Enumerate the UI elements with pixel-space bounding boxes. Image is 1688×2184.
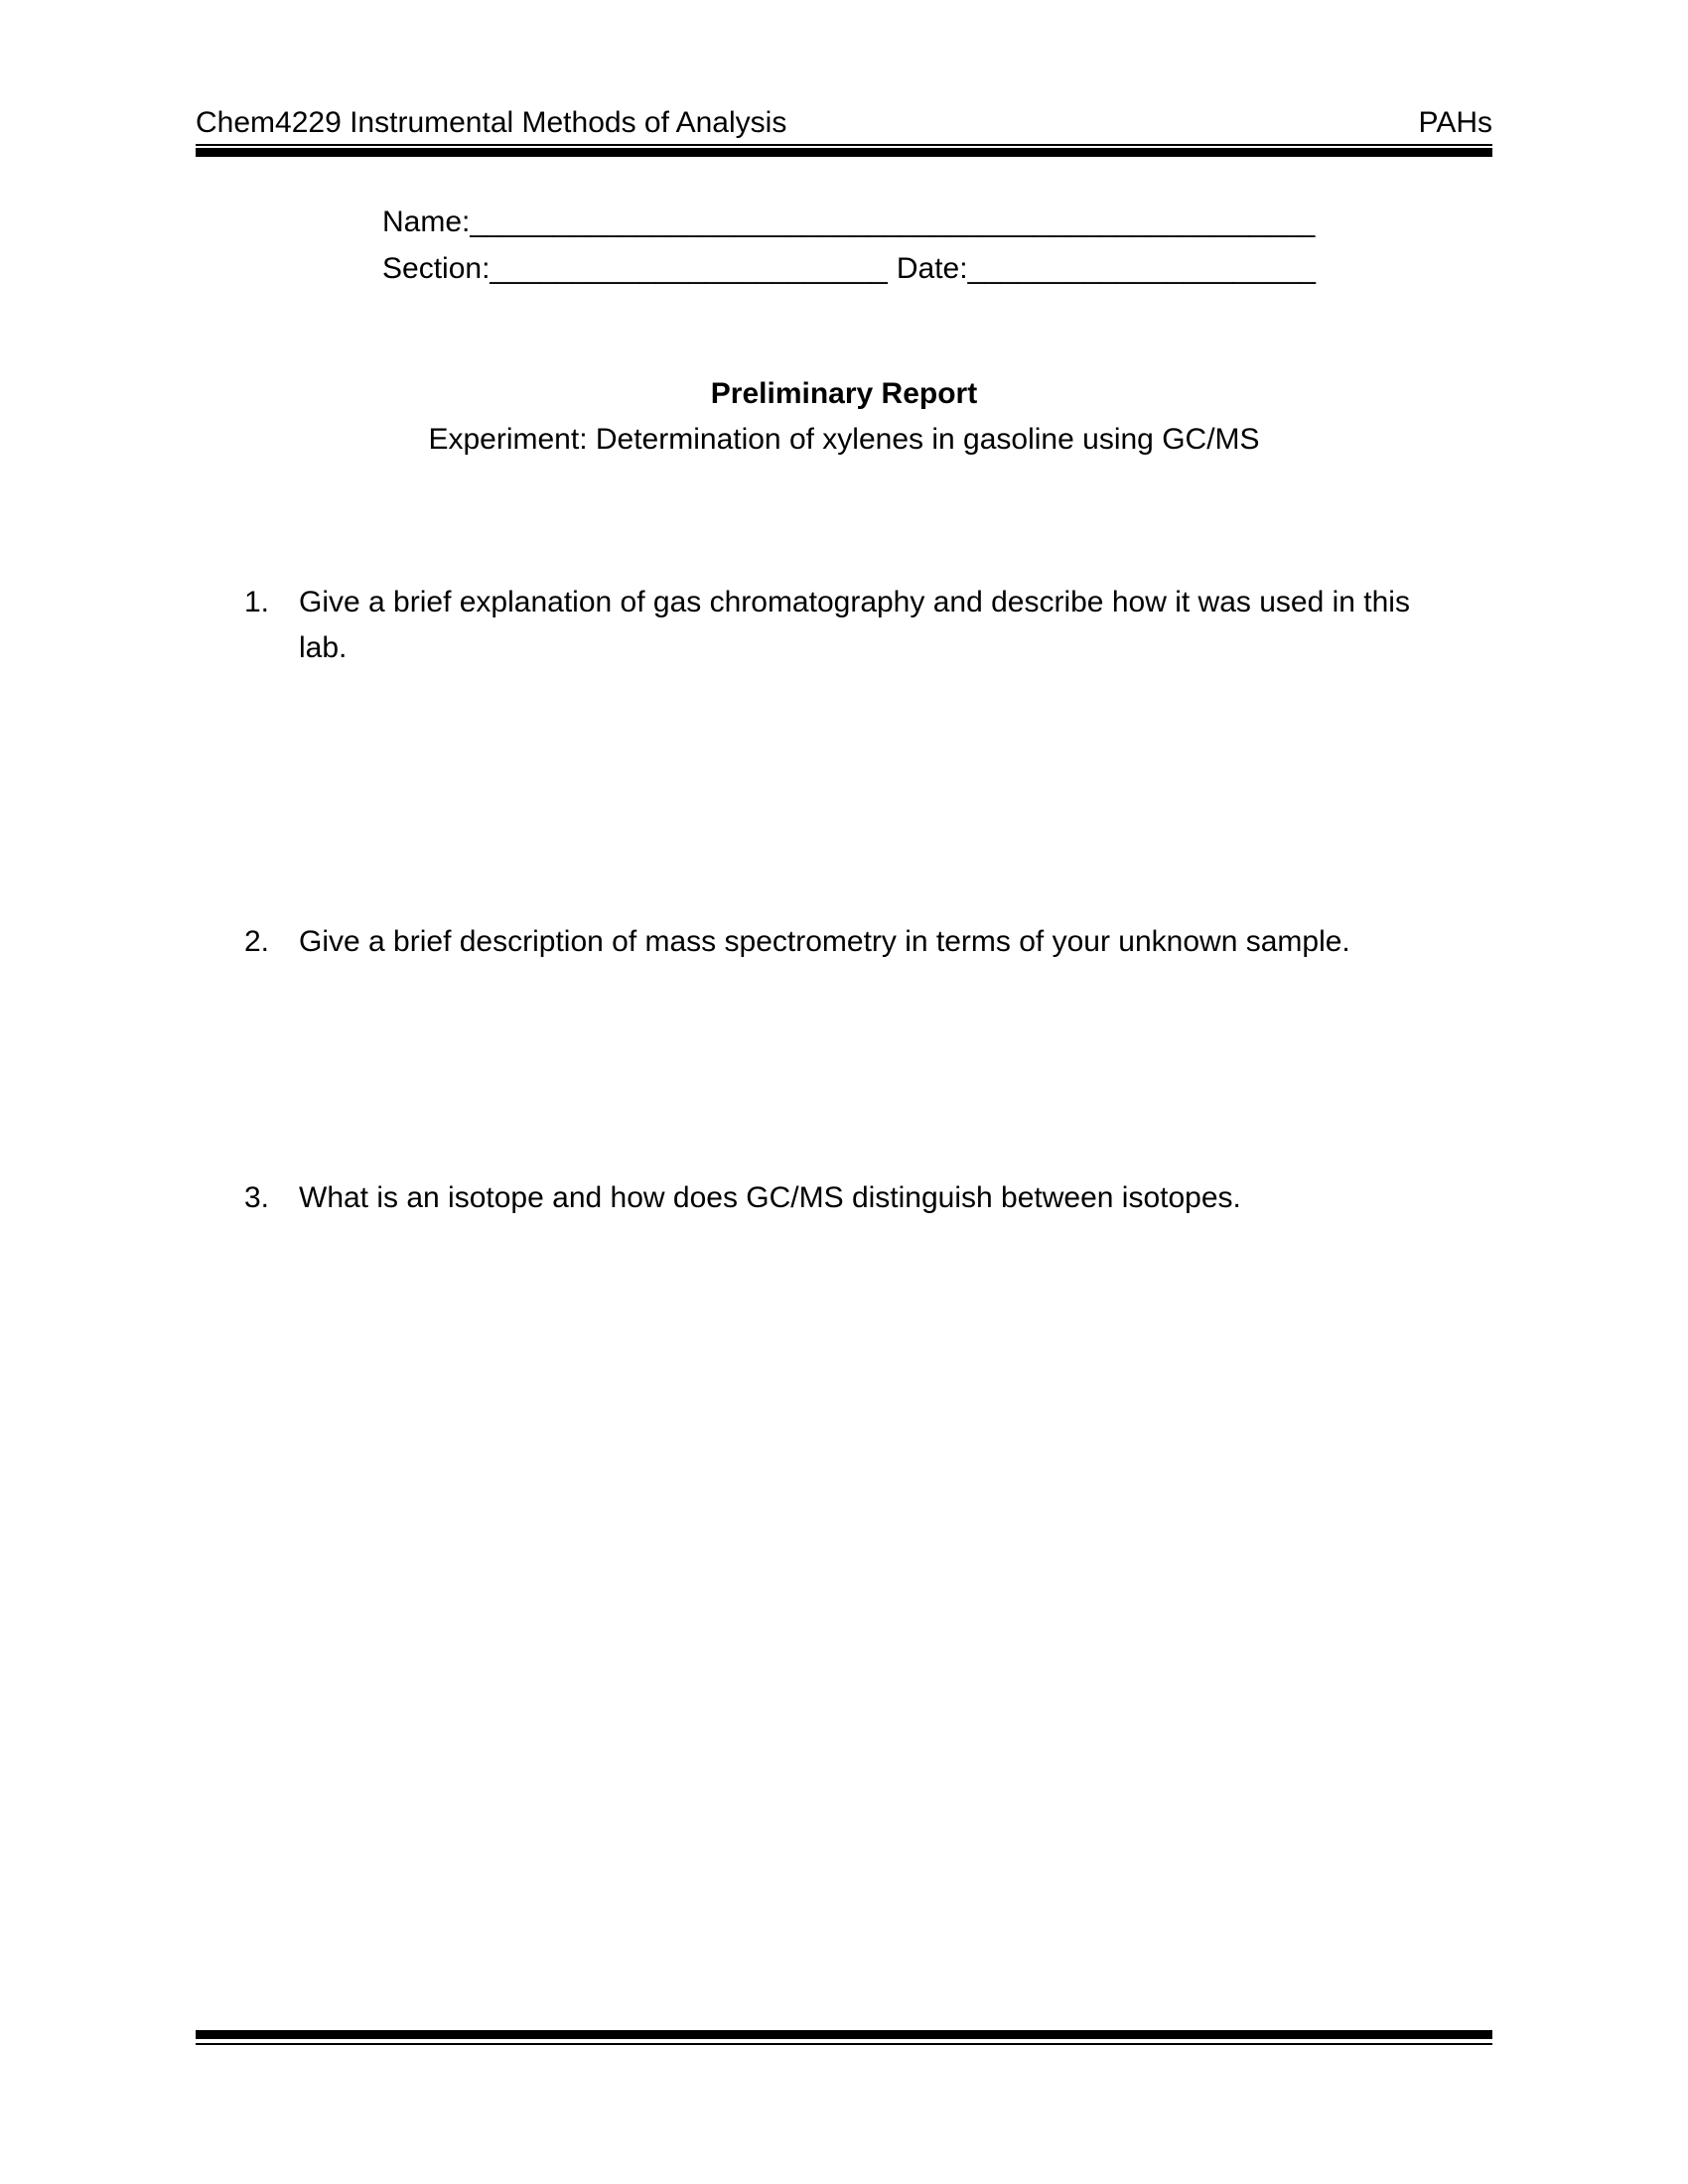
report-subtitle: Experiment: Determination of xylenes in gasoline using GC/MS (428, 423, 1260, 456)
question-item-2 (244, 919, 1426, 965)
section-blank-line: ________________________ (490, 252, 888, 285)
report-heading (196, 371, 1492, 463)
name-row (382, 199, 1316, 245)
question-item-3 (244, 1175, 1426, 1221)
question-item-1 (244, 580, 1426, 671)
student-info-form (382, 199, 1316, 292)
question-number: 1. (244, 586, 270, 618)
report-title: Preliminary Report (710, 377, 978, 410)
question-text: Give a brief explanation of gas chromatography and describe how it was used in this lab. (299, 586, 1410, 664)
date-blank-line: _____________________ (967, 252, 1316, 285)
section-date-row (382, 245, 1316, 292)
date-label: Date: (896, 252, 968, 285)
question-number: 3. (244, 1181, 270, 1214)
header-rule-thin (196, 144, 1492, 146)
name-blank-line: ___________________________________________________ (470, 205, 1316, 238)
section-label: Section: (382, 252, 491, 285)
question-text: Give a brief description of mass spectrometry in terms of your unknown sample. (299, 925, 1350, 958)
footer-rule-thin (196, 2043, 1492, 2045)
page-header (196, 103, 1492, 143)
question-text: What is an isotope and how does GC/MS distinguish between isotopes. (299, 1181, 1241, 1214)
header-rule-thick (196, 148, 1492, 157)
course-title: Chem4229 Instrumental Methods of Analysis (196, 106, 787, 139)
footer-rule-thick (196, 2030, 1492, 2039)
header-topic: PAHs (1418, 106, 1492, 139)
question-number: 2. (244, 925, 270, 958)
name-label: Name: (382, 205, 471, 238)
